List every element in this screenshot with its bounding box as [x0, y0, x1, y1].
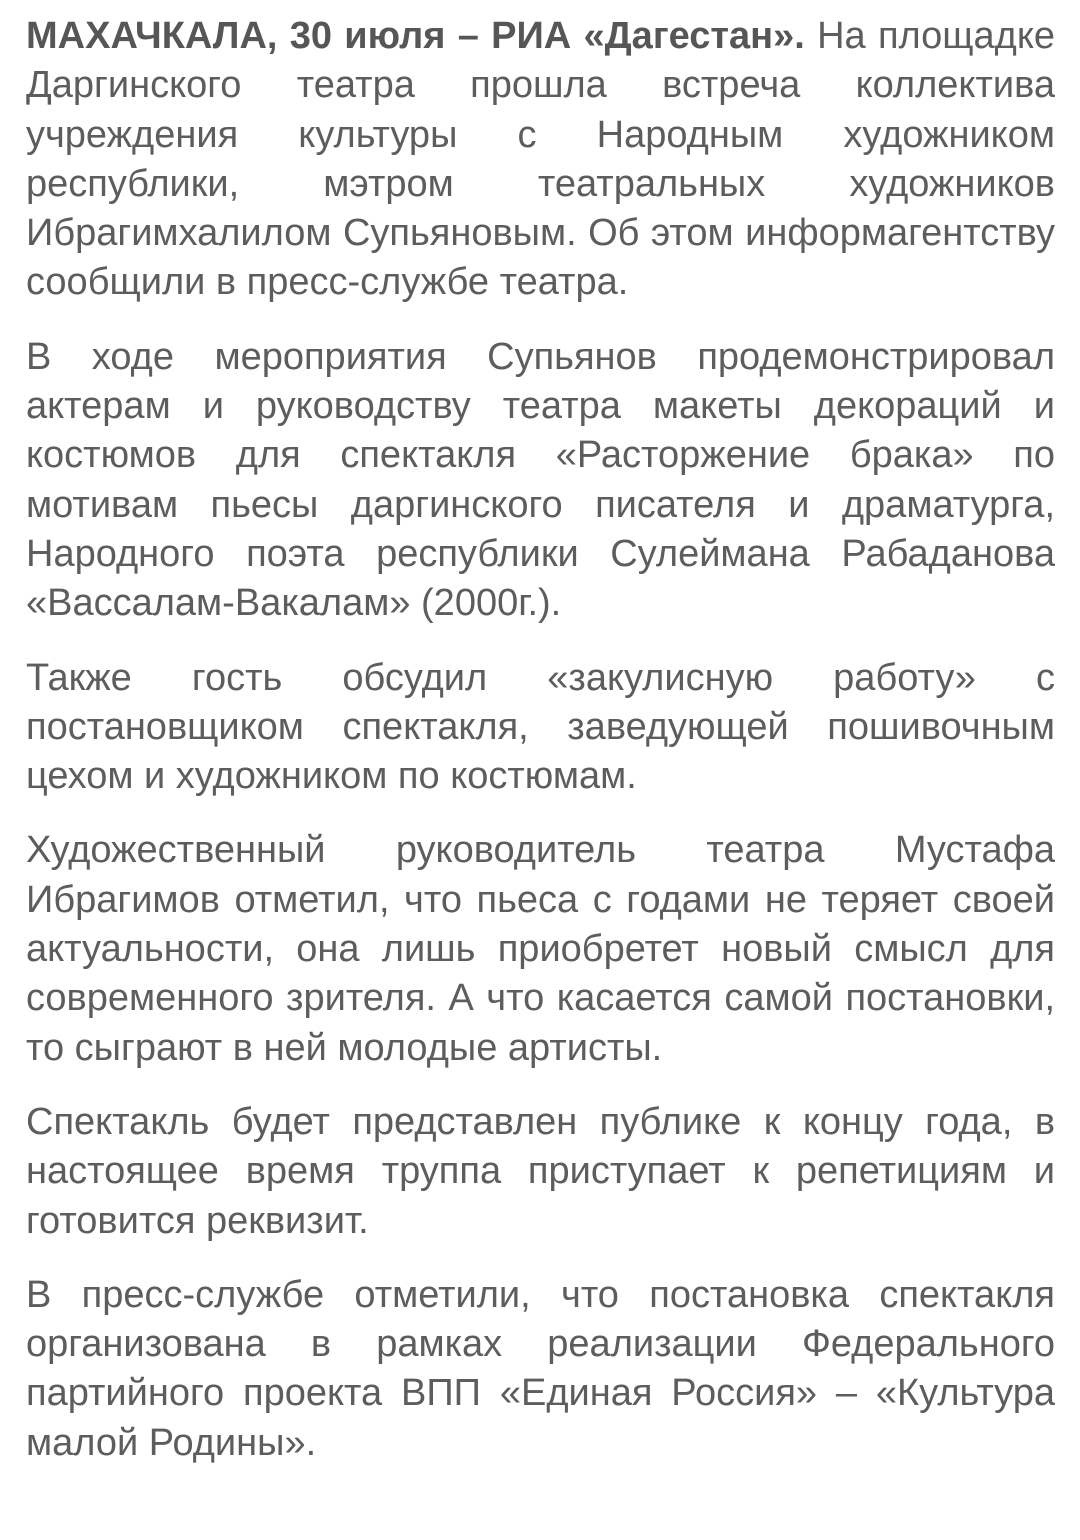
article-paragraph-1-text: На площадке Даргинского театра прошла встреча коллектива учреждения культуры с Народным художником республики, мэтром театральных художников Ибрагимхалилом Супьяновым. Об этом информагентству сообщили в пресс-службе театра.: [26, 15, 1056, 304]
article-body: [26, 12, 1055, 1468]
article-paragraph-5: Спектакль будет представлен публике к концу года, в настоящее время труппа приступает к репетициям и готовится реквизит.: [26, 1100, 1055, 1242]
article-paragraph-3: Также гость обсудил «закулисную работу» с постановщиком спектакля, заведующей пошивочным цехом и художником по костюмам.: [26, 656, 1055, 798]
article-paragraph-6: В пресс-службе отметили, что постановка спектакля организована в рамках реализации Федерального партийного проекта ВПП «Единая Россия» – «Культура малой Родины».: [26, 1273, 1055, 1464]
article-paragraph-1: [26, 12, 1055, 308]
article-paragraph-2: В ходе мероприятия Супьянов продемонстрировал актерам и руководству театра макеты декораций и костюмов для спектакля «Расторжение брака» по мотивам пьесы даргинского писателя и драматурга, Народного поэта республики Сулеймана Рабаданова «Вассалам-Вакалам» (2000г.).: [26, 335, 1055, 625]
article-dateline: МАХАЧКАЛА, 30 июля – РИА «Дагестан».: [26, 15, 805, 57]
article-paragraph-4: Художественный руководитель театра Мустафа Ибрагимов отметил, что пьеса с годами не теряет своей актуальности, она лишь приобретет новый смысл для современного зрителя. А что касается самой постановки, то сыграют в ней молодые артисты.: [26, 829, 1055, 1069]
